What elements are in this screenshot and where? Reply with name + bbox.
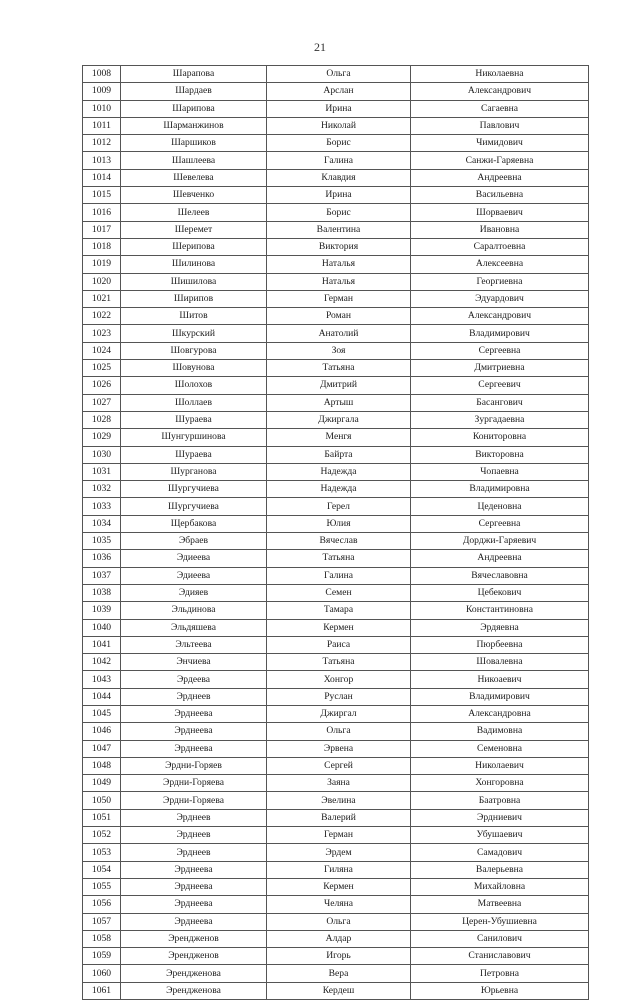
surname-cell: Шашлеева bbox=[121, 152, 267, 169]
first-name-cell: Ольга bbox=[267, 913, 411, 930]
surname-cell: Эльдинова bbox=[121, 602, 267, 619]
first-name-cell: Гиляна bbox=[267, 861, 411, 878]
surname-cell: Шарапова bbox=[121, 66, 267, 83]
row-number-cell: 1052 bbox=[83, 827, 121, 844]
first-name-cell: Заяна bbox=[267, 775, 411, 792]
surname-cell: Энчиева bbox=[121, 654, 267, 671]
patronymic-cell: Баатровна bbox=[411, 792, 589, 809]
surname-cell: Эрднеева bbox=[121, 705, 267, 722]
surname-cell: Шолохов bbox=[121, 377, 267, 394]
table-row bbox=[83, 481, 589, 498]
table-row bbox=[83, 705, 589, 722]
surname-cell: Эльдяшева bbox=[121, 619, 267, 636]
table-row bbox=[83, 308, 589, 325]
patronymic-cell: Семеновна bbox=[411, 740, 589, 757]
surname-cell: Эрдеева bbox=[121, 671, 267, 688]
first-name-cell: Татьяна bbox=[267, 550, 411, 567]
table-row bbox=[83, 429, 589, 446]
first-name-cell: Менгя bbox=[267, 429, 411, 446]
patronymic-cell: Санилович bbox=[411, 930, 589, 947]
first-name-cell: Эрвена bbox=[267, 740, 411, 757]
table-row bbox=[83, 135, 589, 152]
patronymic-cell: Кониторовна bbox=[411, 429, 589, 446]
first-name-cell: Дмитрий bbox=[267, 377, 411, 394]
table-row bbox=[83, 844, 589, 861]
first-name-cell: Клавдия bbox=[267, 169, 411, 186]
first-name-cell: Джиргал bbox=[267, 705, 411, 722]
surname-cell: Эрднеев bbox=[121, 809, 267, 826]
table-row bbox=[83, 498, 589, 515]
patronymic-cell: Дмитриевна bbox=[411, 360, 589, 377]
surname-cell: Шишилова bbox=[121, 273, 267, 290]
table-row bbox=[83, 809, 589, 826]
row-number-cell: 1038 bbox=[83, 584, 121, 601]
row-number-cell: 1030 bbox=[83, 446, 121, 463]
row-number-cell: 1034 bbox=[83, 515, 121, 532]
first-name-cell: Раиса bbox=[267, 636, 411, 653]
patronymic-cell: Никоаевич bbox=[411, 671, 589, 688]
patronymic-cell: Николаевич bbox=[411, 757, 589, 774]
row-number-cell: 1028 bbox=[83, 411, 121, 428]
row-number-cell: 1024 bbox=[83, 342, 121, 359]
patronymic-cell: Саралтоевна bbox=[411, 238, 589, 255]
patronymic-cell: Вадимовна bbox=[411, 723, 589, 740]
table-row bbox=[83, 100, 589, 117]
first-name-cell: Виктория bbox=[267, 238, 411, 255]
first-name-cell: Хонгор bbox=[267, 671, 411, 688]
first-name-cell: Кердеш bbox=[267, 982, 411, 999]
table-row bbox=[83, 446, 589, 463]
surname-cell: Эдиеева bbox=[121, 567, 267, 584]
surname-cell: Шевченко bbox=[121, 187, 267, 204]
patronymic-cell: Петровна bbox=[411, 965, 589, 982]
patronymic-cell: Ивановна bbox=[411, 221, 589, 238]
row-number-cell: 1045 bbox=[83, 705, 121, 722]
surname-cell: Шелеев bbox=[121, 204, 267, 221]
patronymic-cell: Убушаевич bbox=[411, 827, 589, 844]
row-number-cell: 1058 bbox=[83, 930, 121, 947]
first-name-cell: Татьяна bbox=[267, 360, 411, 377]
surname-cell: Эрендженова bbox=[121, 965, 267, 982]
row-number-cell: 1017 bbox=[83, 221, 121, 238]
first-name-cell: Анатолий bbox=[267, 325, 411, 342]
table-row bbox=[83, 775, 589, 792]
first-name-cell: Сергей bbox=[267, 757, 411, 774]
surname-cell: Эрднеева bbox=[121, 913, 267, 930]
table-row bbox=[83, 204, 589, 221]
first-name-cell: Игорь bbox=[267, 948, 411, 965]
patronymic-cell: Зургадаевна bbox=[411, 411, 589, 428]
row-number-cell: 1056 bbox=[83, 896, 121, 913]
row-number-cell: 1031 bbox=[83, 463, 121, 480]
patronymic-cell: Пюрбеевна bbox=[411, 636, 589, 653]
table-row bbox=[83, 740, 589, 757]
table-row bbox=[83, 550, 589, 567]
first-name-cell: Роман bbox=[267, 308, 411, 325]
table-row bbox=[83, 83, 589, 100]
surname-cell: Эрдни-Горяева bbox=[121, 792, 267, 809]
surname-cell: Эрднеева bbox=[121, 878, 267, 895]
table-row bbox=[83, 411, 589, 428]
table-row bbox=[83, 896, 589, 913]
table-row bbox=[83, 342, 589, 359]
first-name-cell: Зоя bbox=[267, 342, 411, 359]
row-number-cell: 1013 bbox=[83, 152, 121, 169]
row-number-cell: 1027 bbox=[83, 394, 121, 411]
surname-cell: Шитов bbox=[121, 308, 267, 325]
first-name-cell: Кермен bbox=[267, 619, 411, 636]
surname-cell: Щербакова bbox=[121, 515, 267, 532]
patronymic-cell: Чопаевна bbox=[411, 463, 589, 480]
patronymic-cell: Сергеевна bbox=[411, 515, 589, 532]
patronymic-cell: Шорваевич bbox=[411, 204, 589, 221]
patronymic-cell: Владимирович bbox=[411, 325, 589, 342]
patronymic-cell: Алексеевна bbox=[411, 256, 589, 273]
surname-cell: Эрендженова bbox=[121, 982, 267, 999]
table-row bbox=[83, 636, 589, 653]
first-name-cell: Челяна bbox=[267, 896, 411, 913]
first-name-cell: Галина bbox=[267, 152, 411, 169]
table-row bbox=[83, 671, 589, 688]
table-row bbox=[83, 602, 589, 619]
surname-cell: Шунгуршинова bbox=[121, 429, 267, 446]
surname-cell: Шургучиева bbox=[121, 481, 267, 498]
table-row bbox=[83, 169, 589, 186]
table-row bbox=[83, 965, 589, 982]
first-name-cell: Вера bbox=[267, 965, 411, 982]
surname-cell: Шевелева bbox=[121, 169, 267, 186]
table-row bbox=[83, 325, 589, 342]
surname-cell: Эрднеев bbox=[121, 827, 267, 844]
row-number-cell: 1015 bbox=[83, 187, 121, 204]
first-name-cell: Наталья bbox=[267, 256, 411, 273]
surname-cell: Эльтеева bbox=[121, 636, 267, 653]
first-name-cell: Тамара bbox=[267, 602, 411, 619]
first-name-cell: Арслан bbox=[267, 83, 411, 100]
patronymic-cell: Сергеевич bbox=[411, 377, 589, 394]
surname-cell: Эдияев bbox=[121, 584, 267, 601]
patronymic-cell: Дорджи-Гаряевич bbox=[411, 533, 589, 550]
surname-cell: Эрднеев bbox=[121, 844, 267, 861]
row-number-cell: 1012 bbox=[83, 135, 121, 152]
surname-cell: Шарипова bbox=[121, 100, 267, 117]
table-row bbox=[83, 152, 589, 169]
row-number-cell: 1014 bbox=[83, 169, 121, 186]
surname-cell: Эдиеева bbox=[121, 550, 267, 567]
patronymic-cell: Юрьевна bbox=[411, 982, 589, 999]
row-number-cell: 1057 bbox=[83, 913, 121, 930]
patronymic-cell: Эдуардович bbox=[411, 290, 589, 307]
first-name-cell: Юлия bbox=[267, 515, 411, 532]
table-row bbox=[83, 757, 589, 774]
table-row bbox=[83, 723, 589, 740]
patronymic-cell: Матвеевна bbox=[411, 896, 589, 913]
surname-cell: Шилинова bbox=[121, 256, 267, 273]
patronymic-cell: Цеденовна bbox=[411, 498, 589, 515]
row-number-cell: 1050 bbox=[83, 792, 121, 809]
row-number-cell: 1036 bbox=[83, 550, 121, 567]
row-number-cell: 1059 bbox=[83, 948, 121, 965]
first-name-cell: Алдар bbox=[267, 930, 411, 947]
patronymic-cell: Эрдяевна bbox=[411, 619, 589, 636]
patronymic-cell: Александрович bbox=[411, 83, 589, 100]
surname-cell: Шкурский bbox=[121, 325, 267, 342]
surname-cell: Эрднеева bbox=[121, 723, 267, 740]
row-number-cell: 1023 bbox=[83, 325, 121, 342]
table-row bbox=[83, 360, 589, 377]
table-row bbox=[83, 792, 589, 809]
first-name-cell: Герман bbox=[267, 827, 411, 844]
first-name-cell: Татьяна bbox=[267, 654, 411, 671]
row-number-cell: 1009 bbox=[83, 83, 121, 100]
surname-cell: Ширипов bbox=[121, 290, 267, 307]
table-row bbox=[83, 619, 589, 636]
row-number-cell: 1046 bbox=[83, 723, 121, 740]
row-number-cell: 1051 bbox=[83, 809, 121, 826]
table-row bbox=[83, 515, 589, 532]
first-name-cell: Руслан bbox=[267, 688, 411, 705]
patronymic-cell: Владимирович bbox=[411, 688, 589, 705]
first-name-cell: Ирина bbox=[267, 100, 411, 117]
table-row bbox=[83, 688, 589, 705]
surname-cell: Эрдни-Горяева bbox=[121, 775, 267, 792]
row-number-cell: 1042 bbox=[83, 654, 121, 671]
first-name-cell: Надежда bbox=[267, 463, 411, 480]
surname-cell: Шурганова bbox=[121, 463, 267, 480]
patronymic-cell: Андреевна bbox=[411, 169, 589, 186]
patronymic-cell: Сагаевна bbox=[411, 100, 589, 117]
row-number-cell: 1010 bbox=[83, 100, 121, 117]
row-number-cell: 1053 bbox=[83, 844, 121, 861]
patronymic-cell: Церен-Убушиевна bbox=[411, 913, 589, 930]
first-name-cell: Эрдем bbox=[267, 844, 411, 861]
surname-cell: Шураева bbox=[121, 411, 267, 428]
table-row bbox=[83, 187, 589, 204]
first-name-cell: Ольга bbox=[267, 66, 411, 83]
row-number-cell: 1061 bbox=[83, 982, 121, 999]
patronymic-cell: Хонгоровна bbox=[411, 775, 589, 792]
surname-cell: Эрднеева bbox=[121, 861, 267, 878]
table-row bbox=[83, 394, 589, 411]
surname-cell: Шаршиков bbox=[121, 135, 267, 152]
patronymic-cell: Александрович bbox=[411, 308, 589, 325]
row-number-cell: 1040 bbox=[83, 619, 121, 636]
patronymic-cell: Цебекович bbox=[411, 584, 589, 601]
table-row bbox=[83, 533, 589, 550]
row-number-cell: 1041 bbox=[83, 636, 121, 653]
patronymic-cell: Георгиевна bbox=[411, 273, 589, 290]
surname-cell: Шовунова bbox=[121, 360, 267, 377]
row-number-cell: 1044 bbox=[83, 688, 121, 705]
row-number-cell: 1019 bbox=[83, 256, 121, 273]
patronymic-cell: Сергеевна bbox=[411, 342, 589, 359]
row-number-cell: 1054 bbox=[83, 861, 121, 878]
row-number-cell: 1032 bbox=[83, 481, 121, 498]
first-name-cell: Наталья bbox=[267, 273, 411, 290]
patronymic-cell: Николаевна bbox=[411, 66, 589, 83]
patronymic-cell: Станиславович bbox=[411, 948, 589, 965]
row-number-cell: 1035 bbox=[83, 533, 121, 550]
table-row bbox=[83, 878, 589, 895]
first-name-cell: Артыш bbox=[267, 394, 411, 411]
row-number-cell: 1022 bbox=[83, 308, 121, 325]
table-row bbox=[83, 827, 589, 844]
patronymic-cell: Шовалевна bbox=[411, 654, 589, 671]
surname-cell: Эрднеев bbox=[121, 688, 267, 705]
surname-cell: Эрендженов bbox=[121, 948, 267, 965]
row-number-cell: 1043 bbox=[83, 671, 121, 688]
row-number-cell: 1049 bbox=[83, 775, 121, 792]
row-number-cell: 1025 bbox=[83, 360, 121, 377]
row-number-cell: 1039 bbox=[83, 602, 121, 619]
row-number-cell: 1026 bbox=[83, 377, 121, 394]
first-name-cell: Вячеслав bbox=[267, 533, 411, 550]
row-number-cell: 1029 bbox=[83, 429, 121, 446]
surname-cell: Эрднеева bbox=[121, 896, 267, 913]
patronymic-cell: Владимировна bbox=[411, 481, 589, 498]
surname-cell: Шардаев bbox=[121, 83, 267, 100]
table-row bbox=[83, 66, 589, 83]
page-number: 21 bbox=[314, 40, 326, 54]
row-number-cell: 1021 bbox=[83, 290, 121, 307]
first-name-cell: Надежда bbox=[267, 481, 411, 498]
first-name-cell: Николай bbox=[267, 117, 411, 134]
row-number-cell: 1060 bbox=[83, 965, 121, 982]
table-row bbox=[83, 463, 589, 480]
first-name-cell: Байрта bbox=[267, 446, 411, 463]
first-name-cell: Кермен bbox=[267, 878, 411, 895]
table-row bbox=[83, 290, 589, 307]
roster-table-body bbox=[83, 66, 589, 1000]
first-name-cell: Джиргала bbox=[267, 411, 411, 428]
patronymic-cell: Викторовна bbox=[411, 446, 589, 463]
patronymic-cell: Вячеславовна bbox=[411, 567, 589, 584]
patronymic-cell: Михайловна bbox=[411, 878, 589, 895]
table-row bbox=[83, 117, 589, 134]
first-name-cell: Ольга bbox=[267, 723, 411, 740]
row-number-cell: 1008 bbox=[83, 66, 121, 83]
patronymic-cell: Басангович bbox=[411, 394, 589, 411]
table-row bbox=[83, 913, 589, 930]
table-row bbox=[83, 584, 589, 601]
table-row bbox=[83, 930, 589, 947]
table-row bbox=[83, 982, 589, 999]
table-row bbox=[83, 654, 589, 671]
row-number-cell: 1016 bbox=[83, 204, 121, 221]
first-name-cell: Борис bbox=[267, 135, 411, 152]
first-name-cell: Герел bbox=[267, 498, 411, 515]
table-row bbox=[83, 948, 589, 965]
table-row bbox=[83, 273, 589, 290]
surname-cell: Шарманжинов bbox=[121, 117, 267, 134]
row-number-cell: 1055 bbox=[83, 878, 121, 895]
patronymic-cell: Васильевна bbox=[411, 187, 589, 204]
table-row bbox=[83, 238, 589, 255]
surname-cell: Эрднеева bbox=[121, 740, 267, 757]
first-name-cell: Борис bbox=[267, 204, 411, 221]
row-number-cell: 1048 bbox=[83, 757, 121, 774]
patronymic-cell: Павлович bbox=[411, 117, 589, 134]
row-number-cell: 1037 bbox=[83, 567, 121, 584]
first-name-cell: Галина bbox=[267, 567, 411, 584]
first-name-cell: Валерий bbox=[267, 809, 411, 826]
table-row bbox=[83, 567, 589, 584]
table-row bbox=[83, 221, 589, 238]
patronymic-cell: Самадович bbox=[411, 844, 589, 861]
surname-cell: Шерипова bbox=[121, 238, 267, 255]
row-number-cell: 1020 bbox=[83, 273, 121, 290]
first-name-cell: Семен bbox=[267, 584, 411, 601]
row-number-cell: 1018 bbox=[83, 238, 121, 255]
patronymic-cell: Валерьевна bbox=[411, 861, 589, 878]
patronymic-cell: Чимидович bbox=[411, 135, 589, 152]
table-row bbox=[83, 861, 589, 878]
surname-cell: Эбраев bbox=[121, 533, 267, 550]
patronymic-cell: Санжи-Гаряевна bbox=[411, 152, 589, 169]
surname-cell: Шеремет bbox=[121, 221, 267, 238]
table-row bbox=[83, 377, 589, 394]
surname-cell: Эрдни-Горяев bbox=[121, 757, 267, 774]
row-number-cell: 1033 bbox=[83, 498, 121, 515]
patronymic-cell: Эрдниевич bbox=[411, 809, 589, 826]
surname-cell: Шургучиева bbox=[121, 498, 267, 515]
first-name-cell: Валентина bbox=[267, 221, 411, 238]
roster-table bbox=[82, 65, 589, 1000]
first-name-cell: Ирина bbox=[267, 187, 411, 204]
patronymic-cell: Андреевна bbox=[411, 550, 589, 567]
first-name-cell: Эвелина bbox=[267, 792, 411, 809]
row-number-cell: 1011 bbox=[83, 117, 121, 134]
row-number-cell: 1047 bbox=[83, 740, 121, 757]
table-row bbox=[83, 256, 589, 273]
patronymic-cell: Константиновна bbox=[411, 602, 589, 619]
surname-cell: Шураева bbox=[121, 446, 267, 463]
surname-cell: Шовгурова bbox=[121, 342, 267, 359]
surname-cell: Эрендженов bbox=[121, 930, 267, 947]
first-name-cell: Герман bbox=[267, 290, 411, 307]
surname-cell: Шоллаев bbox=[121, 394, 267, 411]
patronymic-cell: Александровна bbox=[411, 705, 589, 722]
